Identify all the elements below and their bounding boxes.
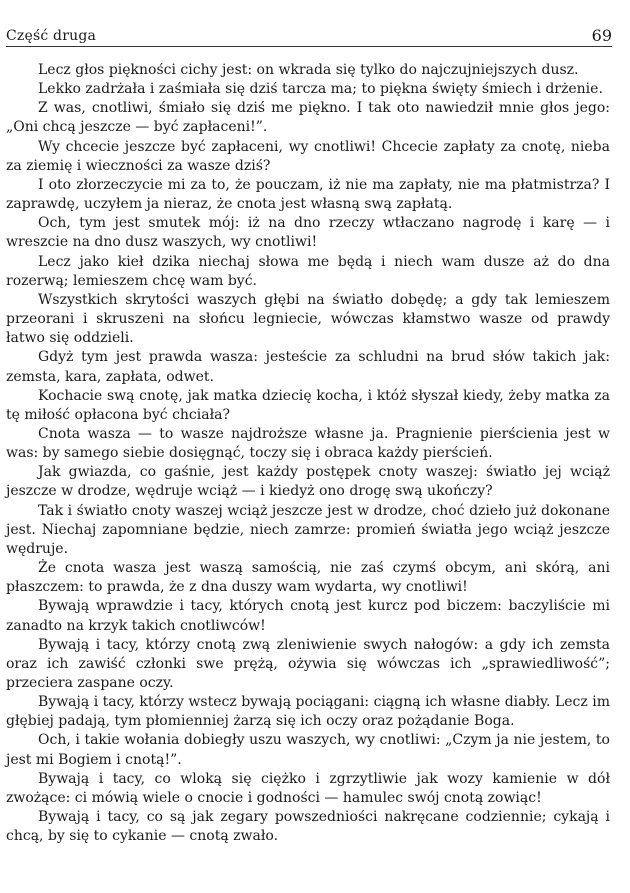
paragraph: Że cnota wasza jest waszą samością, nie zaś czymś obcym, ani skórą, ani płaszczem: to prawda, że z dna duszy wam wydarta, wy cnotliwi!: [6, 560, 610, 596]
page-number: 69: [591, 26, 612, 45]
paragraph: Och, i takie wołania dobiegły uszu waszych, wy cnotliwi: „Czym ja nie jestem, to jest mi Bogiem i cnotą!”.: [6, 732, 610, 768]
paragraph: Lecz jako kieł dzika niechaj słowa me będą i niech wam dusze aż do dna rozerwą; lemieszem chcę wam być.: [6, 253, 610, 289]
section-title: Część druga: [6, 28, 97, 44]
paragraph: Lekko zadrżała i zaśmiała się dziś tarcza ma; to piękna święty śmiech i drżenie.: [38, 81, 603, 98]
paragraph: Wy chcecie jeszcze być zapłaceni, wy cnotliwi! Chcecie zapłaty za cnotę, nieba za ziemię i wieczności za wasze dziś?: [6, 138, 610, 174]
paragraph: Gdyż tym jest prawda wasza: jesteście za schludni na brud słów takich jak: zemsta, kara, zapłata, odwet.: [6, 349, 610, 385]
paragraph: Jak gwiazda, co gaśnie, jest każdy postępek cnoty waszej: światło jej wciąż jeszcze w drodze, wędruje wciąż — i kiedyż ono drogę swą ukończy?: [6, 464, 610, 500]
paragraph: Cnota wasza — to wasze najdroższe własne ja. Pragnienie pierścienia jest w was: by samego siebie dosięgnąć, toczy się i obraca każdy pierścień.: [6, 425, 610, 462]
paragraph: Och, tym jest smutek mój: iż na dno rzeczy wtłaczano nagrodę i karę — i wreszcie na dno dusz waszych, wy cnotliwi!: [6, 215, 610, 251]
paragraph: Bywają i tacy, którzy wstecz bywają pociągani: ciągną ich własne diabły. Lecz im głębiej padają, tym płomienniej żarzą się ich oczy oraz pożądanie Boga.: [6, 694, 610, 730]
running-header: [6, 24, 612, 47]
paragraph: Tak i światło cnoty waszej wciąż jeszcze jest w drodze, choć dzieło już dokonane jest. Niechaj zapomniane będzie, niech zamrze: promień światła jego wciąż jeszcze wędruje.: [6, 502, 610, 557]
paragraph: Bywają i tacy, co wloką się ciężko i zgrzytliwie jak wozy kamienie w dół zwożące: ci mówią wiele o cnocie i godności — hamulec swój cnotą zowiąc!: [6, 770, 610, 806]
paragraph: I oto złorzeczycie mi za to, że pouczam, iż nie ma zapłaty, nie ma płatmistrza? I zaprawdę, uczyłem ja nieraz, że cnota jest własną swą zapłatą.: [6, 176, 610, 213]
body-text: [6, 61, 610, 846]
paragraph: Bywają i tacy, co są jak zegary powszedniości nakręcane codziennie; cykają i chcą, by się to cykanie — cnotą zwało.: [6, 809, 610, 845]
paragraph: Lecz głos piękności cichy jest: on wkrada się tylko do najczujniejszych dusz.: [38, 62, 579, 78]
paragraph: Z was, cnotliwi, śmiało się dziś me piękno. I tak oto nawiedził mnie głos jego: „Oni chcą jeszcze — być zapłaceni!”.: [6, 100, 610, 136]
paragraph: Wszystkich skrytości waszych głębi na światło dobędę; a gdy tak lemieszem przeorani i skruszeni na słońcu legniecie, wówczas kłamstwo wasze od prawdy łatwo się oddzieli.: [6, 291, 610, 347]
paragraph: Bywają i tacy, którzy cnotą zwą zleniwienie swych nałogów: a gdy ich zemsta oraz ich zawiść członki swe prężą, ożywia się wówczas ich „sprawiedliwość”; przeciera zaspane oczy.: [6, 636, 610, 691]
paragraph: Bywają wprawdzie i tacy, których cnotą jest kurcz pod biczem: baczyliście mi zanadto na krzyk takich cnotliwców!: [6, 598, 610, 634]
paragraph: Kochacie swą cnotę, jak matka dziecię kocha, i któż słyszał kiedy, żeby matka za tę miłość opłacona być chciała?: [6, 387, 610, 423]
